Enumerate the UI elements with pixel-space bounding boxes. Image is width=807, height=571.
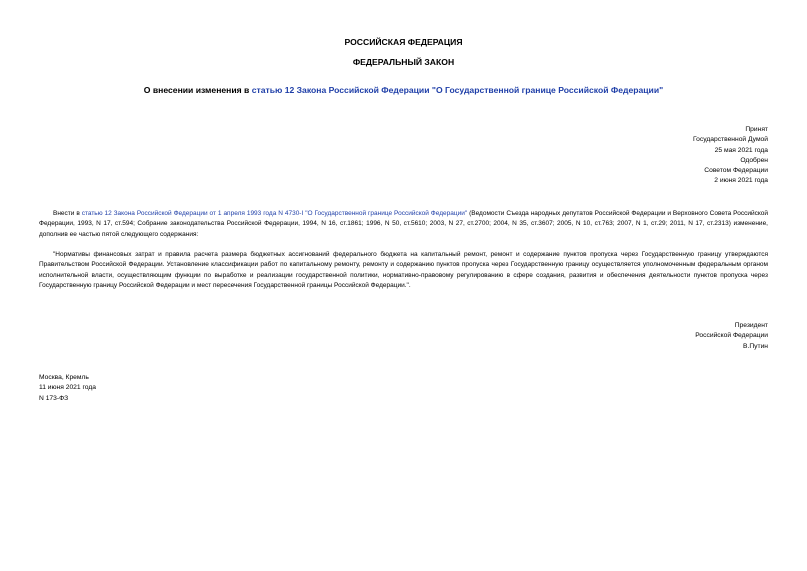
footer-number: N 173-ФЗ [39,394,69,402]
footer-date: 11 июня 2021 года [39,384,96,392]
law-type-heading: ФЕДЕРАЛЬНЫЙ ЗАКОН [352,57,455,67]
law-body [39,209,768,240]
approved-label: Одобрен [740,156,768,164]
footer-place: Москва, Кремль [39,374,89,381]
council-date: 2 июня 2021 года [714,177,768,185]
para1-prefix: Внести в [53,210,82,217]
signature-country: Российской Федерации [695,332,768,340]
duma-label: Государственной Думой [693,136,768,144]
para1-suffix: (Ведомости Съезда народных депутатов Российской Федерации и Верховного Совета Российской Федерации, 1993, N 17, ст.594; Собрание законодательства Российской Федерации, 1994, N 16, ст.1861; 1996, N 50, ст.5610; 2003, N 27, ст.2700; 2004, N 35, ст.3607; 2005, N 10, ст.763; 2007, N 1, ст.29; 2011, N 17, ст.2313) изменение, дополнив ее частью пятой следующего содержания: [39,210,768,238]
adoption-block [693,125,768,187]
body-paragraph-1 [39,209,768,240]
country-heading: РОССИЙСКАЯ ФЕДЕРАЦИЯ [344,37,463,47]
para1-link[interactable]: статью 12 Закона Российской Федерации от 1 апреля 1993 года N 4730-I "О Государственной границе Российской Федерации" [81,210,468,217]
signature-name: В.Путин [743,342,768,350]
amendment-text [39,250,768,292]
council-label: Советом Федерации [704,167,768,175]
duma-date: 25 мая 2021 года [714,146,768,154]
signature-position: Президент [734,322,768,329]
accepted-label: Принят [745,126,768,133]
law-title-prefix: О внесении изменения в [143,85,252,95]
body-paragraph-2: "Нормативы финансовых затрат и правила расчета размера бюджетных ассигнований федерального бюджета на капитальный ремонт, ремонт и содержание пунктов пропуска через Государственную границу утверждаются Правительством Российской Федерации. Установление классификации работ по капитальному ремонту, ремонту и содержанию пунктов пропуска через Государственную границу осуществляется уполномоченным федеральным органом исполнительной власти, осуществляющим функции по выработке и реализации государственной политики, нормативно-правовому регулированию в сфере создания, развития и обеспечения деятельности пунктов пропуска через Государственную границу Российской Федерации и мест пересечения Государственной границы Российской Федерации.". [39,251,768,290]
signature-block [695,321,768,352]
footer-block [39,373,96,404]
law-title-link[interactable]: статью 12 Закона Российской Федерации "О Государственной границе Российской Федерации" [251,85,664,95]
law-title [0,85,807,95]
